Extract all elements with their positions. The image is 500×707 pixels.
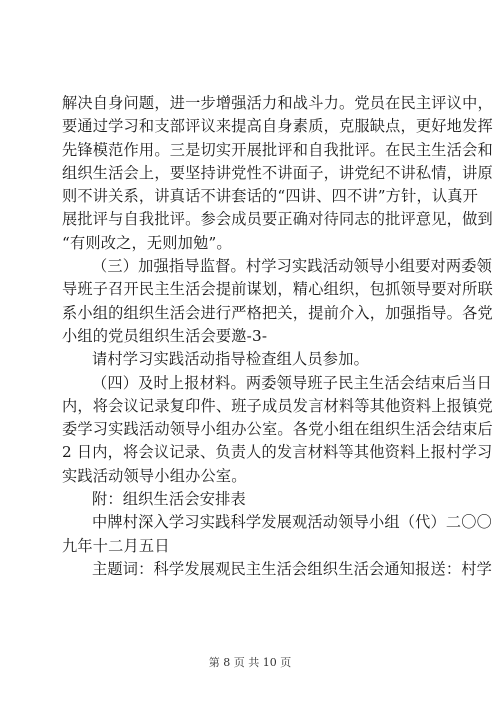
text-line: 小组的党员组织生活会要邀-3- [62, 326, 268, 345]
text-line: 2 日内，将会议记录、负责人的发言材料等其他资料上报村学习 [62, 443, 493, 462]
text-line: 解决自身问题，进一步增强活力和战斗力。党员在民主评议中， [62, 94, 493, 112]
text-line: 组织生活会上，要坚持讲党性不讲面子，讲党纪不讲私情，讲原 [62, 163, 493, 182]
text-line: 附：组织生活会安排表 [92, 490, 246, 509]
text-line: 请村学习实践活动指导检查组人员参加。 [92, 350, 369, 369]
text-line: 展批评与自我批评。参会成员要正确对待同志的批评意见，做到 [62, 210, 493, 229]
text-line: 实践活动领导小组办公室。 [62, 466, 247, 485]
document-body [62, 92, 493, 581]
text-line: （四）及时上报材料。两委领导班子民主生活会结束后当日 [92, 373, 493, 392]
text-line: 主题词：科学发展观民主生活会组织生活会通知报送：村学 [92, 559, 493, 578]
text-line: 中牌村深入学习实践科学发展观活动领导小组（代）二〇〇 [92, 513, 493, 532]
text-line: 内，将会议记录复印件、班子成员发言材料等其他资料上报镇党 [62, 396, 493, 415]
text-line: 要通过学习和支部评议来提高自身素质，克服缺点，更好地发挥 [62, 117, 493, 136]
text-line: （三）加强指导监督。村学习实践活动领导小组要对两委领 [92, 257, 493, 276]
text-line: 九年十二月五日 [62, 536, 170, 555]
text-line: 系小组的组织生活会进行严格把关，提前介入，加强指导。各党 [62, 303, 493, 322]
text-line: 导班子召开民主生活会提前谋划，精心组织，包抓领导要对所联 [62, 280, 493, 299]
text-line: 先锋模范作用。三是切实开展批评和自我批评。在民主生活会和 [62, 140, 493, 159]
text-line: 委学习实践活动领导小组办公室。各党小组在组织生活会结束后 [62, 420, 493, 439]
text-line: “有则改之，无则加勉”。 [62, 233, 232, 252]
text-line: 则不讲关系，讲真话不讲套话的“四讲、四不讲”方针，认真开 [62, 187, 479, 206]
page-footer: 第 8 页 共 10 页 [208, 656, 292, 669]
